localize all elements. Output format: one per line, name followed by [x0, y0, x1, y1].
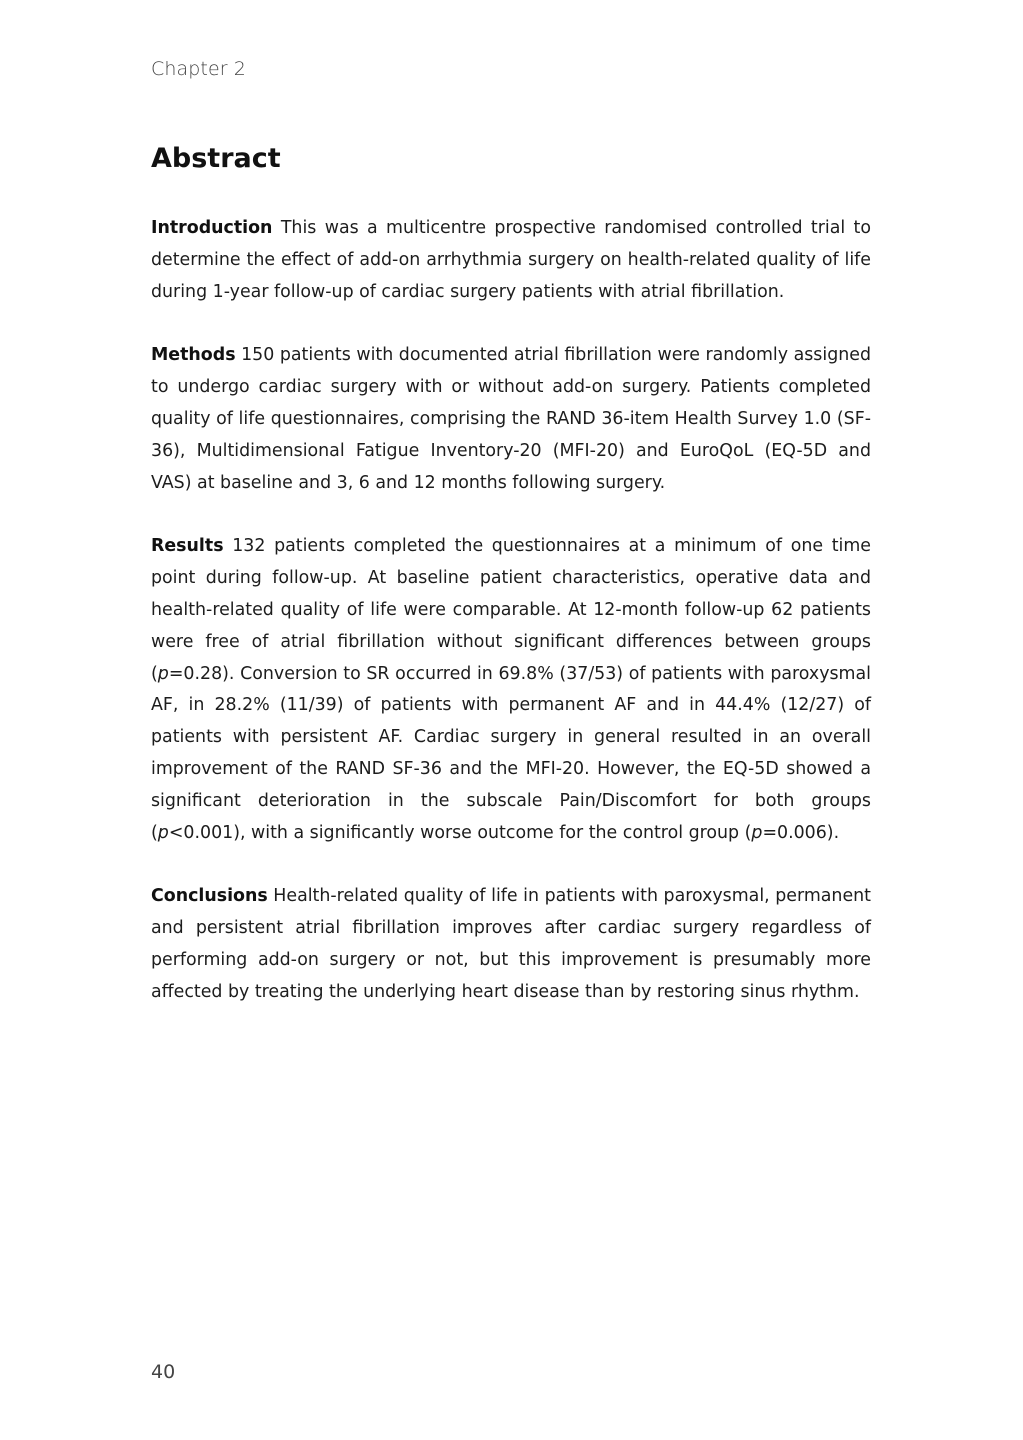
conclusions-label: Conclusions — [151, 886, 268, 907]
methods-text: 150 patients with documented atrial fibrillation were randomly assigned to undergo cardiac surgery with or without add-on surgery. Patients completed quality of life questionnaires, comprising the RAND 36-item Health Survey 1.0 (SF-36), Multidimensional Fatigue Inventory-20 (MFI-20) and EuroQoL (EQ-5D and VAS) at baseline and 3, 6 and 12 months following surgery. — [151, 345, 871, 493]
methods-label: Methods — [151, 345, 236, 366]
results-text-3: <0.001), with a significantly worse outcome for the control group ( — [168, 822, 752, 843]
abstract-body — [151, 213, 871, 1041]
results-paragraph — [151, 531, 871, 849]
results-text-1: 132 patients completed the questionnaires at a minimum of one time point during follow-up. At baseline patient characteristics, operative data and health-related quality of life were comparable. At 12-month follow-up 62 patients were free of atrial fibrillation without significant differences between groups ( — [151, 536, 872, 684]
p-value-symbol: p — [157, 663, 169, 684]
results-text-2: =0.28). Conversion to SR occurred in 69.8% (37/53) of patients with paroxysmal AF, in 28.2% (11/39) of patients with permanent AF and in 44.4% (12/27) of patients with persistent AF. Cardiac surgery in general resulted in an overall improvement of the RAND SF-36 and the MFI-20. However, the EQ-5D showed a significant deterioration in the subscale Pain/Discomfort for both groups ( — [151, 663, 871, 843]
p-value-symbol: p — [157, 822, 169, 843]
introduction-paragraph — [151, 213, 871, 308]
introduction-text: This was a multicentre prospective randomised controlled trial to determine the effect of add-on arrhythmia surgery on health-related quality of life during 1-year follow-up of cardiac surgery patients with atrial fibrillation. — [151, 218, 872, 302]
p-value-symbol: p — [751, 822, 763, 843]
running-head: Chapter 2 — [151, 58, 246, 80]
conclusions-paragraph — [151, 881, 871, 1008]
conclusions-text: Health-related quality of life in patients with paroxysmal, permanent and persistent atrial fibrillation improves after cardiac surgery regardless of performing add-on surgery or not, but this improvement is presumably more affected by treating the underlying heart disease than by restoring sinus rhythm. — [151, 886, 871, 1002]
methods-paragraph — [151, 340, 871, 499]
abstract-title: Abstract — [151, 143, 281, 174]
page-number: 40 — [151, 1361, 176, 1383]
results-text-4: =0.006). — [762, 822, 840, 843]
results-label: Results — [151, 536, 224, 557]
introduction-label: Introduction — [151, 218, 273, 238]
